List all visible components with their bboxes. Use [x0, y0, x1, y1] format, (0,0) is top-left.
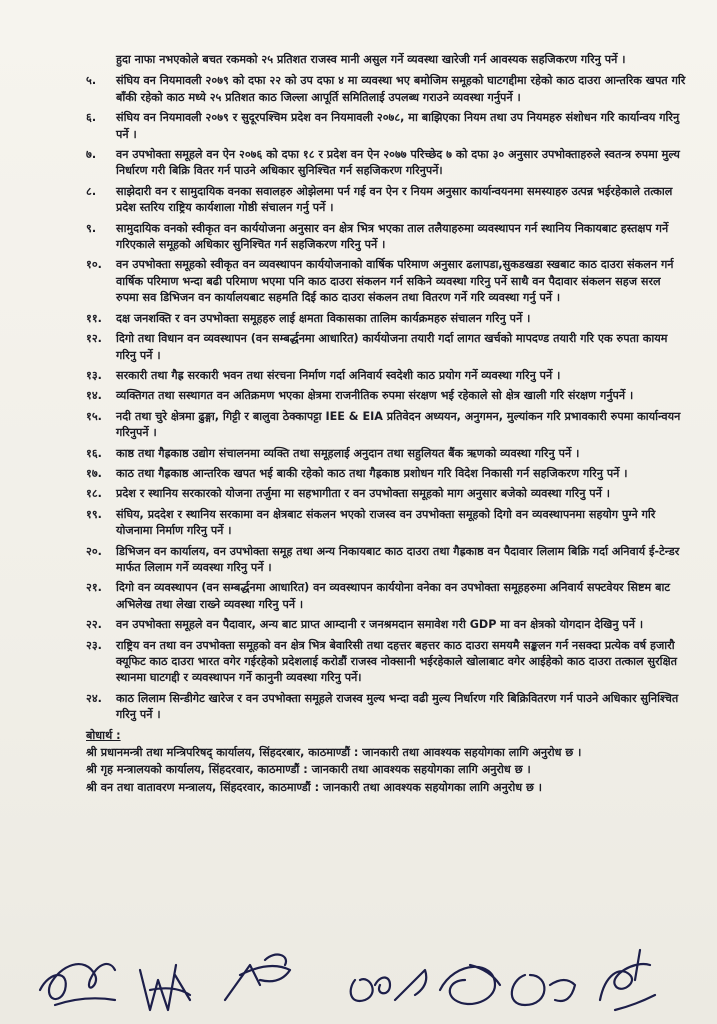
signature-1 — [40, 964, 115, 1005]
item-number: २०. — [86, 544, 102, 558]
list-item — [86, 691, 686, 724]
item-text: साझेदारी वन र सामुदायिक वनका सवालहरु ओझेलमा पर्न गई वन ऐन र नियम अनुसार कार्यान्वयनमा समस्याहरु उत्पन्न भईरहेकाले तत्काल प्रदेश स्तरिय राष्ट्रिय कार्यशाला गोष्ठी संचालन गर्नु पर्ने । — [116, 184, 673, 215]
cc-recipient: श्री गृह मन्त्रालयको कार्यालय, सिंहदरवार, काठमाण्डौं : जानकारी तथा आवश्यक सहयोगका लागि अनुरोध छ । — [86, 763, 531, 777]
list-item — [86, 147, 686, 180]
item-text: नदी तथा चुरे क्षेत्रमा ढुङ्गा, गिट्टी र बालुवा ठेक्कापट्टा IEE & EIA प्रतिवेदन अध्ययन, अनुगमन, मुल्यांकन गरि प्रभावकारी रुपमा कार्यान्वयन गरिनुपर्ने । — [116, 409, 681, 440]
item-text: सरकारी तथा गैह्र सरकारी भवन तथा संरचना निर्माण गर्दा अनिवार्य स्वदेशी काठ प्रयोग गर्ने व्यवस्था गरिनु पर्ने । — [116, 368, 561, 382]
list-item — [86, 466, 686, 482]
item-number: २२. — [86, 618, 102, 632]
item-number: ६. — [86, 111, 97, 125]
list-item — [86, 257, 686, 306]
item-number: १३. — [86, 368, 102, 382]
item-number: १२. — [86, 332, 102, 346]
item-text: संघिय वन नियमावली २०७९ र सुदूरपश्चिम प्रदेश वन नियमावली २०७८, मा बाझिएका नियम तथा उप नियमहरु संशोधन गरि कार्यान्वय गरिनु पर्ने । — [116, 111, 680, 141]
item-number: ८. — [86, 184, 97, 198]
list-item — [86, 388, 686, 404]
item-text: वन उपभोक्ता समूहले वन ऐन २०७६ को दफा १८ र प्रदेश वन ऐन २०७७ परिच्छेद ७ को दफा ३० अनुसार उपभोक्ताहरुले स्वतन्त्र रुपमा मुल्य निर्धारण गरी बिक्रि वितर गर्न पाउने अधिकार सुनिश्चित गर्न सहजिकरण गरिनुपर्ने। — [116, 148, 680, 178]
signature-4 — [351, 970, 427, 1001]
item-number: १४. — [86, 389, 102, 403]
item-number: १६. — [86, 446, 102, 460]
item-text: दक्ष जनशक्ति र वन उपभोक्ता समूहहरु लाई क्षमता विकासका तालिम कार्यक्रमहरु संचालन गरिनु पर्ने । — [116, 311, 531, 325]
item-text: संघिय वन नियमावली २०७९ को दफा २२ को उप दफा ४ मा व्यवस्था भए बमोजिम समूहको घाटगद्दीमा रहेको काठ दाउरा आन्तरिक खपत गरि बाँकी रहेको काठ मध्ये २५ प्रतिशत काठ जिल्ला आपूर्ति समितिलाई उपलब्ध गराउने व्यवस्था गर्नुपर्ने । — [116, 74, 686, 104]
signature-7 — [600, 950, 655, 1010]
list-item — [86, 311, 686, 327]
item-number: २४. — [86, 691, 102, 705]
item-text: काठ लिलाम सिन्डीगेट खारेज र वन उपभोक्ता समूहले राजस्व मुल्य भन्दा वढी मुल्य निर्धारण गरि बिक्रिवितरण गर्न पाउने अधिकार सुनिश्चित गरिनु पर्ने । — [116, 691, 679, 722]
list-item — [86, 73, 686, 106]
signature-row — [0, 930, 717, 1024]
signature-5 — [440, 965, 500, 1004]
item-number: ९. — [86, 221, 97, 235]
list-item — [86, 446, 686, 462]
list-item — [86, 368, 686, 384]
list-item — [86, 617, 686, 633]
item-number: १७. — [86, 466, 102, 480]
item-number: १५. — [86, 409, 102, 423]
list-item — [86, 409, 686, 442]
item-text: प्रदेश र स्थानिय सरकारको योजना तर्जुमा मा सहभागीता र वन उपभोक्ता समूहको माग अनुसार बजेको व्यवस्था गरिनु पर्ने । — [116, 487, 611, 501]
item-text: वन उपभोक्ता समूहको स्वीकृत वन व्यवस्थापन कार्ययोजनाको वार्षिक परिमाण अनुसार ढलापडा,सुकडखडा स्खबाट काठ दाउरा संकलन गर्न वार्षिक परिमाण भन्दा बढी परिमाण भएमा पनि काठ दाउरा संकलन गर्न सकिने व्यवस्था गरिनु पर्ने साथै वन पैदावार संकलन सहज सरल रुपमा सव डिभिजन वन कार्यालयबाट सहमति दिई काठ दाउरा संकलन तथा वितरण गर्ने गरि व्यवस्था गर्नु पर्ने । — [116, 258, 674, 305]
item-number: १०. — [86, 258, 102, 272]
list-item — [86, 486, 686, 502]
item-text: वन उपभोक्ता समूहले वन पैदावार, अन्य बाट प्राप्त आम्दानी र जनश्रमदान समावेश गरी GDP मा वन क्षेत्रको योगदान देखिनु पर्ने । — [116, 618, 644, 632]
cc-recipient: श्री वन तथा वातावरण मन्त्रालय, सिंहदरवार, काठमाण्डौं : जानकारी तथा आवश्यक सहयोगका लागि अनुरोध छ । — [86, 780, 543, 794]
list-item — [86, 544, 686, 577]
signature-3 — [225, 955, 290, 1000]
demand-list — [86, 73, 686, 723]
item-text: सामुदायिक वनको स्वीकृत वन कार्ययोजना अनुसार वन क्षेत्र भित्र भएका ताल तलैयाहरुमा व्यवस्थापन गर्न स्थानिय निकायबाट हस्तक्षप गर्ने गरिएकाले समूहको अधिकार सुनिश्चित गर्न सहजिकरण गरिनु पर्ने । — [116, 221, 669, 252]
list-item — [86, 580, 686, 613]
signatures-graphic — [0, 930, 717, 1024]
item-number: १९. — [86, 507, 102, 521]
item-number: ११. — [86, 311, 102, 325]
item-text: दिगो वन व्यवस्थापन (वन सम्बर्द्धनमा आधारित) वन व्यवस्थापन कार्ययोना वनेका वन उपभोक्ता समूहहरुमा अनिवार्य सफ्टवेयर सिष्टम बाट अभिलेख तथा लेखा राख्ने व्यवस्था गरिनु पर्ने । — [116, 581, 671, 611]
item-text: काठ तथा गैह्रकाष्ठ आन्तरिक खपत भई बाकी रहेको काठ तथा गैह्रकाष्ठ प्रशोधन गरि विदेश निकासी गर्न सहजिकरण गरिनु पर्ने । — [116, 466, 628, 480]
list-item — [86, 110, 686, 143]
item-number: ७. — [86, 148, 97, 162]
item-number: १८. — [86, 487, 102, 501]
item-number: २३. — [86, 638, 102, 652]
list-item — [86, 184, 686, 217]
item-text: काष्ठ तथा गैह्रकाष्ठ उद्योग संचालनमा व्यक्ति तथा समूहलाई अनुदान तथा सहुलियत बैंक ऋणको व्यवस्था गरिनु पर्ने । — [116, 446, 580, 460]
signature-2 — [140, 965, 190, 1010]
list-item — [86, 331, 686, 364]
list-item — [86, 507, 686, 540]
item-number: ५. — [86, 74, 97, 88]
item-text: व्यक्तिगत तथा सस्थागत वन अतिक्रमण भएका क्षेत्रमा राजनीतिक रुपमा संरक्षण भई रहेकाले सो क्षेत्र खाली गरि संरक्षण गर्नुपर्ने । — [116, 389, 634, 403]
cc-recipient: श्री प्रधानमन्त्री तथा मन्त्रिपरिषद् कार्यालय, सिंहदरबार, काठमाण्डौं : जानकारी तथा आवश्यक सहयोगका लागि अनुरोध छ । — [86, 746, 582, 760]
item-text: दिगो तथा विधान वन व्यवस्थापन (वन सम्बर्द्धनमा आधारित) कार्ययोजना तयारी गर्दा लागत खर्चको मापदण्ड तयारी गरि एक रुपता कायम गरिनु पर्ने । — [116, 332, 668, 362]
item-text: संघिय, प्रददेश र स्थानिय सरकामा वन क्षेत्रबाट संकलन भएको राजस्व वन उपभोक्ता समूहको दिगो वन व्यवस्थापनमा सहयोग पुग्ने गरि योजनामा निर्माण गरिनु पर्ने । — [116, 507, 656, 538]
list-item — [86, 638, 686, 687]
item-text: राष्ट्रिय वन तथा वन उपभोक्ता समूहको वन क्षेत्र भित्र बेवारिसी तथा दहत्तर बहत्तर काठ दाउरा समयमै सङ्कलन गर्न नसक्दा प्रत्येक वर्ष हजारौ क्यूफिट काठ दाउरा भारत वगेर गईरहेको प्रदेशलाई करोडौं राजस्व नोक्सानी भईरहेकाले खोलाबाट वगेर आईहेको काठ दाउरा तत्काल सुरक्षित स्थानमा घाटगद्दी र व्यवस्थापन गर्ने कानुनी व्यवस्था गरिनु पर्ने। — [116, 638, 677, 685]
intro-continuation: हुदा नाफा नभएकोले बचत रकमको २५ प्रतिशत राजस्व मानी असुल गर्ने व्यवस्था खारेजी गर्न आवस्यक सहजिकरण गरिनु पर्ने । — [116, 53, 626, 66]
signature-6 — [512, 975, 575, 1005]
item-number: २१. — [86, 581, 102, 595]
cc-heading: बोधार्थ : — [86, 728, 121, 742]
document-body — [86, 52, 686, 796]
list-item — [86, 221, 686, 254]
item-text: डिभिजन वन कार्यालय, वन उपभोक्ता समूह तथा अन्य निकायबाट काठ दाउरा तथा गैह्रकाष्ठ वन पैदावार लिलाम बिक्रि गर्दा अनिवार्य ई-टेन्डर मार्फत लिलाम गर्ने व्यवस्था गरिनु पर्ने । — [116, 544, 680, 574]
